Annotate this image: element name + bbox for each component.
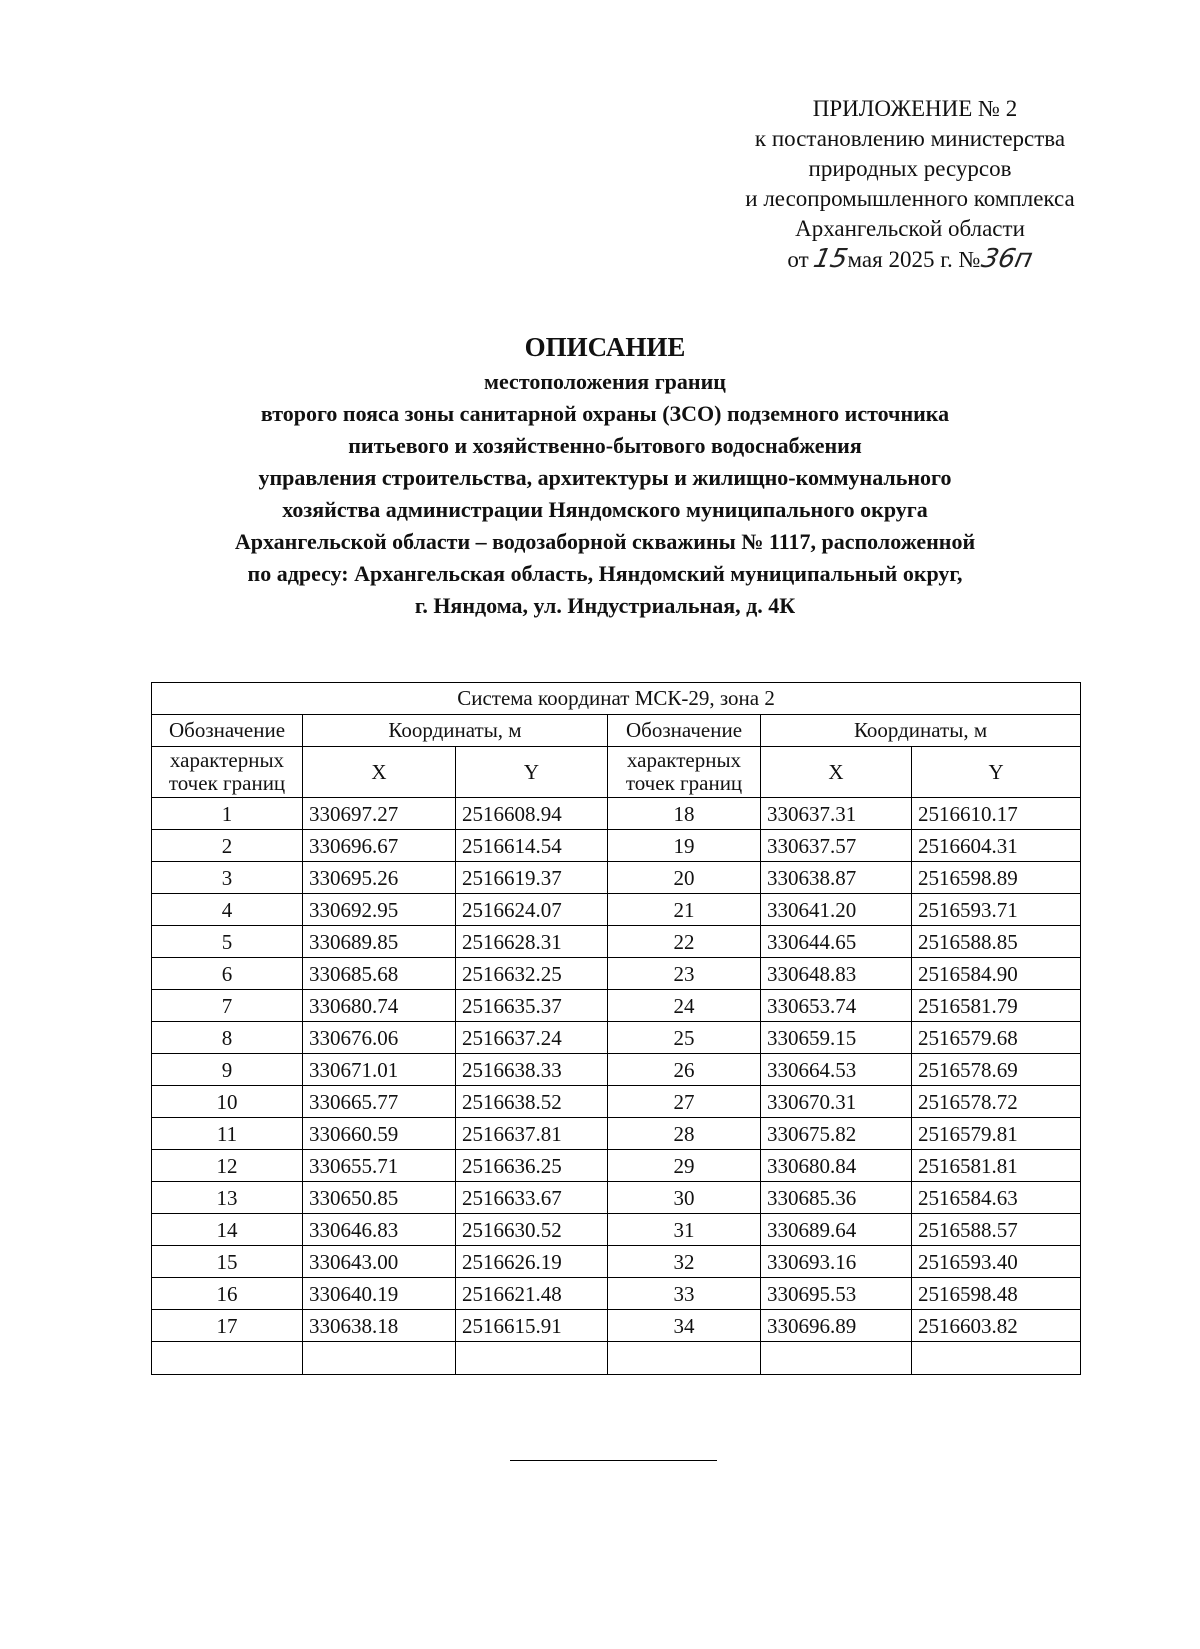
y-cell: 2516614.54 — [456, 830, 608, 862]
point-header-line2-right: характерных — [626, 748, 742, 772]
appendix-line-2: к постановлению министерства — [754, 126, 1066, 151]
appendix-date-line — [690, 244, 1130, 275]
x-cell: 330638.18 — [303, 1310, 456, 1342]
y-cell: 2516638.52 — [456, 1086, 608, 1118]
table-row — [152, 1022, 1081, 1054]
y-cell: 2516598.89 — [912, 862, 1081, 894]
point-id-cell: 18 — [608, 798, 761, 830]
table-row — [152, 958, 1081, 990]
table-row-empty — [152, 1342, 1081, 1375]
point-id-cell: 8 — [152, 1022, 303, 1054]
point-id-cell: 11 — [152, 1118, 303, 1150]
y-cell: 2516593.40 — [912, 1246, 1081, 1278]
y-cell: 2516638.33 — [456, 1054, 608, 1086]
point-id-cell: 22 — [608, 926, 761, 958]
x-cell: 330685.36 — [761, 1182, 912, 1214]
point-id-cell: 15 — [152, 1246, 303, 1278]
x-cell: 330670.31 — [761, 1086, 912, 1118]
y-cell: 2516628.31 — [456, 926, 608, 958]
x-cell: 330693.16 — [761, 1246, 912, 1278]
table-row — [152, 1214, 1081, 1246]
x-cell: 330697.27 — [303, 798, 456, 830]
x-cell: 330655.71 — [303, 1150, 456, 1182]
point-column-header-lines-right — [608, 747, 761, 798]
x-cell: 330646.83 — [303, 1214, 456, 1246]
point-id-cell: 26 — [608, 1054, 761, 1086]
x-cell: 330689.85 — [303, 926, 456, 958]
coordinates-header-left: Координаты, м — [303, 715, 608, 747]
y-cell: 2516624.07 — [456, 894, 608, 926]
table-row — [152, 1278, 1081, 1310]
empty-cell — [608, 1342, 761, 1375]
x-cell: 330665.77 — [303, 1086, 456, 1118]
table-row — [152, 1086, 1081, 1118]
coordinates-header-right: Координаты, м — [761, 715, 1081, 747]
point-id-cell: 9 — [152, 1054, 303, 1086]
y-cell: 2516604.31 — [912, 830, 1081, 862]
y-cell: 2516636.25 — [456, 1150, 608, 1182]
x-header-left: X — [303, 747, 456, 798]
x-cell: 330653.74 — [761, 990, 912, 1022]
x-cell: 330637.31 — [761, 798, 912, 830]
point-id-cell: 23 — [608, 958, 761, 990]
y-cell: 2516608.94 — [456, 798, 608, 830]
y-cell: 2516584.63 — [912, 1182, 1081, 1214]
handwritten-day: 15 — [811, 244, 851, 274]
handwritten-number: 36п — [979, 244, 1036, 274]
appendix-line-3: природных ресурсов — [808, 156, 1012, 181]
title-main: ОПИСАНИЕ — [524, 332, 686, 362]
point-header-line3: точек границ — [168, 771, 286, 795]
table-row — [152, 1118, 1081, 1150]
point-id-cell: 30 — [608, 1182, 761, 1214]
empty-cell — [152, 1342, 303, 1375]
point-id-cell: 4 — [152, 894, 303, 926]
x-cell: 330680.74 — [303, 990, 456, 1022]
y-cell: 2516581.81 — [912, 1150, 1081, 1182]
date-middle: мая 2025 г. № — [847, 247, 981, 272]
point-id-cell: 27 — [608, 1086, 761, 1118]
table-row — [152, 990, 1081, 1022]
document-title — [130, 330, 1080, 622]
empty-cell — [912, 1342, 1081, 1375]
x-cell: 330671.01 — [303, 1054, 456, 1086]
y-cell: 2516637.81 — [456, 1118, 608, 1150]
x-cell: 330641.20 — [761, 894, 912, 926]
y-cell: 2516626.19 — [456, 1246, 608, 1278]
y-cell: 2516610.17 — [912, 798, 1081, 830]
y-cell: 2516579.81 — [912, 1118, 1081, 1150]
x-cell: 330638.87 — [761, 862, 912, 894]
coordinates-table — [151, 682, 1081, 1375]
x-cell: 330664.53 — [761, 1054, 912, 1086]
table-header-row-2 — [152, 747, 1081, 798]
x-cell: 330695.53 — [761, 1278, 912, 1310]
table-row — [152, 798, 1081, 830]
appendix-line-5: Архангельской области — [795, 216, 1025, 241]
title-line: хозяйства администрации Няндомского муниципального округа — [282, 497, 928, 522]
point-id-cell: 24 — [608, 990, 761, 1022]
x-cell: 330650.85 — [303, 1182, 456, 1214]
y-cell: 2516584.90 — [912, 958, 1081, 990]
y-cell: 2516619.37 — [456, 862, 608, 894]
title-line: местоположения границ — [484, 369, 726, 394]
x-cell: 330696.67 — [303, 830, 456, 862]
point-id-cell: 19 — [608, 830, 761, 862]
point-id-cell: 29 — [608, 1150, 761, 1182]
point-id-cell: 33 — [608, 1278, 761, 1310]
x-cell: 330648.83 — [761, 958, 912, 990]
y-header-right: Y — [912, 747, 1081, 798]
y-cell: 2516598.48 — [912, 1278, 1081, 1310]
closing-line — [510, 1460, 717, 1461]
table-row — [152, 830, 1081, 862]
y-cell: 2516579.68 — [912, 1022, 1081, 1054]
y-cell: 2516603.82 — [912, 1310, 1081, 1342]
title-line: управления строительства, архитектуры и жилищно-коммунального — [258, 465, 952, 490]
x-cell: 330637.57 — [761, 830, 912, 862]
table-header-row-1 — [152, 715, 1081, 747]
point-id-cell: 21 — [608, 894, 761, 926]
empty-cell — [456, 1342, 608, 1375]
point-column-header-lines — [152, 747, 303, 798]
point-id-cell: 1 — [152, 798, 303, 830]
x-cell: 330660.59 — [303, 1118, 456, 1150]
point-id-cell: 20 — [608, 862, 761, 894]
x-cell: 330640.19 — [303, 1278, 456, 1310]
table-row — [152, 1310, 1081, 1342]
point-header-line3-right: точек границ — [625, 771, 743, 795]
title-line: питьевого и хозяйственно-бытового водоснабжения — [348, 433, 862, 458]
point-id-cell: 28 — [608, 1118, 761, 1150]
point-id-cell: 34 — [608, 1310, 761, 1342]
title-line: г. Няндома, ул. Индустриальная, д. 4К — [414, 593, 796, 618]
x-cell: 330676.06 — [303, 1022, 456, 1054]
y-cell: 2516578.72 — [912, 1086, 1081, 1118]
point-id-cell: 3 — [152, 862, 303, 894]
y-cell: 2516615.91 — [456, 1310, 608, 1342]
y-cell: 2516621.48 — [456, 1278, 608, 1310]
x-cell: 330692.95 — [303, 894, 456, 926]
y-cell: 2516637.24 — [456, 1022, 608, 1054]
x-cell: 330644.65 — [761, 926, 912, 958]
point-id-cell: 5 — [152, 926, 303, 958]
point-id-cell: 6 — [152, 958, 303, 990]
appendix-number: ПРИЛОЖЕНИЕ № 2 — [812, 96, 1018, 121]
table-header-system — [152, 683, 1081, 715]
point-id-cell: 12 — [152, 1150, 303, 1182]
point-id-cell: 25 — [608, 1022, 761, 1054]
point-id-cell: 7 — [152, 990, 303, 1022]
point-id-cell: 14 — [152, 1214, 303, 1246]
table-row — [152, 1054, 1081, 1086]
title-line: Архангельской области – водозаборной скважины № 1117, расположенной — [234, 529, 976, 554]
table-row — [152, 862, 1081, 894]
appendix-header — [690, 94, 1130, 275]
point-column-header-line1: Обозначение — [152, 715, 303, 747]
y-cell: 2516633.67 — [456, 1182, 608, 1214]
x-header-right: X — [761, 747, 912, 798]
date-prefix: от — [787, 247, 809, 272]
empty-cell — [761, 1342, 912, 1375]
point-id-cell: 13 — [152, 1182, 303, 1214]
x-cell: 330643.00 — [303, 1246, 456, 1278]
y-cell: 2516635.37 — [456, 990, 608, 1022]
y-cell: 2516632.25 — [456, 958, 608, 990]
x-cell: 330680.84 — [761, 1150, 912, 1182]
empty-cell — [303, 1342, 456, 1375]
x-cell: 330689.64 — [761, 1214, 912, 1246]
table-row — [152, 1246, 1081, 1278]
y-cell: 2516588.85 — [912, 926, 1081, 958]
x-cell: 330695.26 — [303, 862, 456, 894]
point-id-cell: 32 — [608, 1246, 761, 1278]
title-line: второго пояса зоны санитарной охраны (ЗСО) подземного источника — [260, 401, 950, 426]
y-cell: 2516593.71 — [912, 894, 1081, 926]
point-id-cell: 17 — [152, 1310, 303, 1342]
point-header-line2: характерных — [169, 748, 285, 772]
table-row — [152, 894, 1081, 926]
title-line: по адресу: Архангельская область, Няндомский муниципальный округ, — [247, 561, 963, 586]
y-header-left: Y — [456, 747, 608, 798]
table-row — [152, 926, 1081, 958]
point-id-cell: 2 — [152, 830, 303, 862]
y-cell: 2516630.52 — [456, 1214, 608, 1246]
x-cell: 330659.15 — [761, 1022, 912, 1054]
y-cell: 2516578.69 — [912, 1054, 1081, 1086]
y-cell: 2516581.79 — [912, 990, 1081, 1022]
coordinate-system-label: Система координат МСК-29, зона 2 — [152, 683, 1081, 715]
point-id-cell: 10 — [152, 1086, 303, 1118]
x-cell: 330675.82 — [761, 1118, 912, 1150]
point-column-header-line1-right: Обозначение — [608, 715, 761, 747]
point-id-cell: 16 — [152, 1278, 303, 1310]
point-id-cell: 31 — [608, 1214, 761, 1246]
table-row — [152, 1150, 1081, 1182]
y-cell: 2516588.57 — [912, 1214, 1081, 1246]
table-row — [152, 1182, 1081, 1214]
x-cell: 330685.68 — [303, 958, 456, 990]
x-cell: 330696.89 — [761, 1310, 912, 1342]
appendix-line-4: и лесопромышленного комплекса — [745, 186, 1075, 211]
